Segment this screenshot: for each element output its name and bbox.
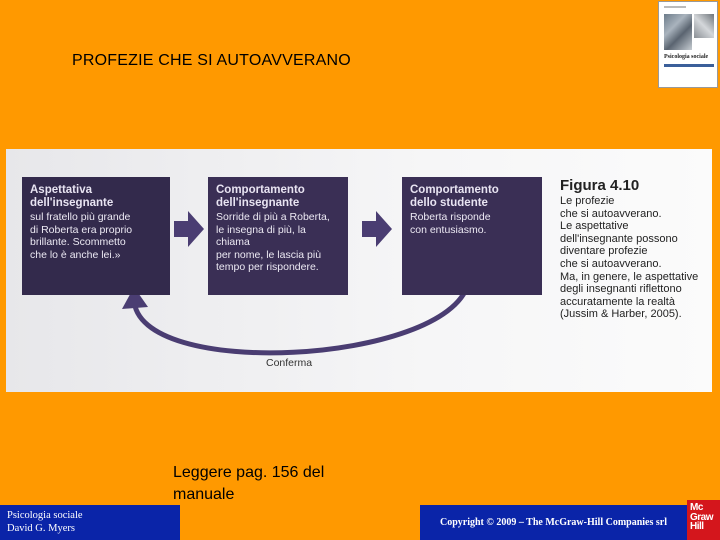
logo-text-1: Mc: [690, 502, 703, 513]
box-b-line: Sorride di più a Roberta,: [216, 211, 330, 223]
caption-line: diventare profezie: [560, 245, 648, 258]
caption-line: che si autoavverano.: [560, 257, 662, 270]
publisher-logo: [687, 500, 720, 540]
box-a-body: [30, 211, 162, 261]
footer-book-info: [0, 505, 180, 540]
footer-author: David G. Myers: [7, 523, 75, 534]
logo-text-2: Graw: [690, 511, 714, 523]
footer-copyright: Copyright © 2009 – The McGraw-Hill Companies srl: [420, 505, 687, 540]
student-behavior-box: [402, 177, 542, 295]
box-c-title-1: Comportamento: [410, 184, 499, 196]
loop-label: Conferma: [266, 357, 313, 369]
figure-caption: [560, 177, 710, 321]
cover-photo: [664, 14, 692, 50]
reading-note: [173, 462, 324, 506]
caption-line: Le aspettative: [560, 220, 629, 233]
caption-line: dell'insegnante possono: [560, 232, 678, 245]
book-cover-title: Psicologia sociale: [664, 54, 709, 60]
arrow-right-icon: [360, 209, 394, 249]
box-b-line: per nome, le lascia più: [216, 248, 322, 261]
teacher-expectation-box: [22, 177, 170, 295]
cover-header-line: [664, 6, 686, 8]
box-c-line: Roberta risponde: [410, 211, 491, 223]
cover-band: [664, 64, 714, 67]
figure-caption-text: [560, 195, 710, 321]
reading-note-line-2: manuale: [173, 486, 235, 503]
caption-line: Ma, in genere, le aspettative: [560, 270, 699, 283]
box-b-title-1: Comportamento: [216, 184, 305, 196]
figure-number: Figura 4.10: [560, 177, 640, 194]
box-b-title-2: dell'insegnante: [216, 197, 300, 209]
box-c-line: con entusiasmo.: [410, 223, 487, 236]
box-c-title-2: dello studente: [410, 197, 488, 209]
cover-photo-secondary: [694, 14, 714, 38]
box-c-body: [410, 211, 534, 236]
caption-line: Le profezie: [560, 195, 615, 207]
box-a-line: di Roberta era proprio: [30, 223, 133, 236]
logo-text-3: Hill: [690, 521, 704, 532]
box-a-line: sul fratello più grande: [30, 211, 131, 223]
book-cover-thumbnail: [658, 1, 718, 88]
box-b-line: le insegna di più, la chiama: [216, 223, 306, 248]
box-a-line: brillante. Scommetto: [30, 236, 126, 248]
box-b-line: tempo per rispondere.: [216, 261, 319, 273]
teacher-behavior-box: [208, 177, 348, 295]
box-a-line: che lo è anche lei.»: [30, 248, 121, 261]
caption-line: accuratamente la realtà: [560, 295, 675, 308]
caption-line: degli insegnanti riflettono: [560, 283, 682, 296]
caption-line: (Jussim & Harber, 2005).: [560, 308, 682, 321]
caption-line: che si autoavverano.: [560, 207, 662, 220]
box-a-title-1: Aspettativa: [30, 184, 92, 196]
box-a-title-2: dell'insegnante: [30, 197, 114, 209]
arrow-right-icon: [172, 209, 206, 249]
figure-panel: [6, 149, 712, 392]
slide-title: PROFEZIE CHE SI AUTOAVVERANO: [72, 52, 351, 69]
box-b-body: [216, 211, 340, 274]
footer-book-title: Psicologia sociale: [7, 510, 83, 521]
reading-note-line-1: Leggere pag. 156 del: [173, 464, 325, 481]
